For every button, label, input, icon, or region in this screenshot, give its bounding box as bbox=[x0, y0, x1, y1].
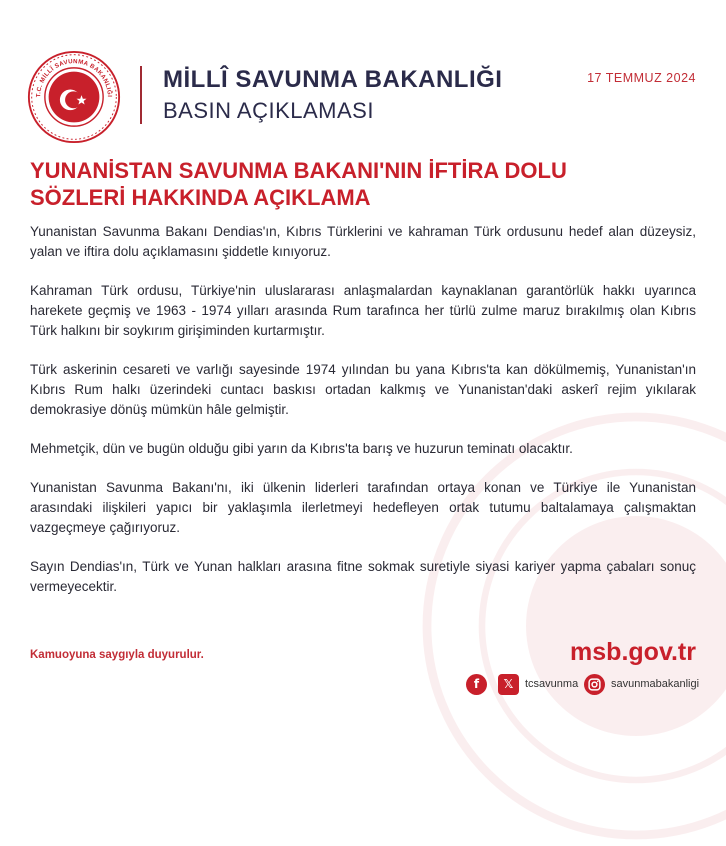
ministry-seal-logo bbox=[27, 50, 121, 144]
paragraph: Yunanistan Savunma Bakanı Dendias'ın, Kıbrıs Türklerini ve kahraman Türk ordusunu hedef alan düzeysiz, yalan ve iftira dolu açıklamasını şiddetle kınıyoruz. bbox=[30, 224, 696, 259]
page-subtitle: BASIN AÇIKLAMASI bbox=[163, 98, 374, 123]
headline bbox=[30, 157, 690, 211]
website-link[interactable]: msb.gov.tr bbox=[570, 638, 696, 666]
headline-line-2: SÖZLERİ HAKKINDA AÇIKLAMA bbox=[30, 185, 371, 210]
paragraph: Kahraman Türk ordusu, Türkiye'nin uluslararası anlaşmalardan kaynaklanan garantörlük hakkı uyarınca harekete geçmiş ve 1963 - 1974 yılları arasında Rum tarafınca her türlü zulme maruz bırakılmış olan Kıbrıs Türk halkını bir soykırım girişiminden kurtarmıştır. bbox=[30, 283, 696, 338]
headline-line-1: YUNANİSTAN SAVUNMA BAKANI'NIN İFTİRA DOLU bbox=[30, 158, 567, 183]
release-date: 17 TEMMUZ 2024 bbox=[587, 71, 696, 85]
social-instagram-label: savunmabakanligi bbox=[611, 678, 700, 690]
statement-body bbox=[30, 222, 696, 616]
social-x-label: tcsavunma bbox=[525, 678, 579, 690]
header bbox=[0, 0, 726, 140]
seal-text: T.C. MİLLÎ SAVUNMA BAKANLIĞI bbox=[35, 58, 113, 98]
organization-name: MİLLÎ SAVUNMA BAKANLIĞI bbox=[163, 66, 503, 93]
x-icon: 𝕏 bbox=[498, 674, 519, 695]
paragraph: Türk askerinin cesareti ve varlığı sayesinde 1974 yılından bu yana Kıbrıs'ta kan dökülmemiş, Yunanistan'ın Kıbrıs Rum halkı üzerindeki cuntacı baskısı ortadan kalkmış ve Yunanistan'daki askerî rejim yıkılarak demokrasiye dönüş mümkün hâle gelmiştir. bbox=[30, 362, 696, 417]
instagram-icon bbox=[584, 674, 605, 695]
closing-line: Kamuoyuna saygıyla duyurulur. bbox=[30, 649, 204, 661]
social-facebook[interactable] bbox=[466, 672, 493, 696]
header-divider bbox=[140, 66, 142, 124]
social-instagram[interactable] bbox=[584, 672, 699, 696]
social-links bbox=[466, 672, 706, 696]
paragraph: Yunanistan Savunma Bakanı'nı, iki ülkenin liderleri tarafından ortaya konan ve Türkiye ile Yunanistan arasındaki ilişkileri yapıcı bir yaklaşımla ilerletmeyi hedefleyen ortak tutumu baltalamaya çalışmaktan vazgeçmeye çağırıyoruz. bbox=[30, 480, 696, 535]
paragraph: Sayın Dendias'ın, Türk ve Yunan halkları arasına fitne sokmak suretiyle siyasi kariyer yapma çabaları sonuç vermeyecektir. bbox=[30, 559, 696, 594]
paragraph: Mehmetçik, dün ve bugün olduğu gibi yarın da Kıbrıs'ta barış ve huzurun teminatı olacaktır. bbox=[30, 441, 573, 456]
facebook-icon: f bbox=[466, 674, 487, 695]
social-x[interactable] bbox=[498, 672, 578, 696]
